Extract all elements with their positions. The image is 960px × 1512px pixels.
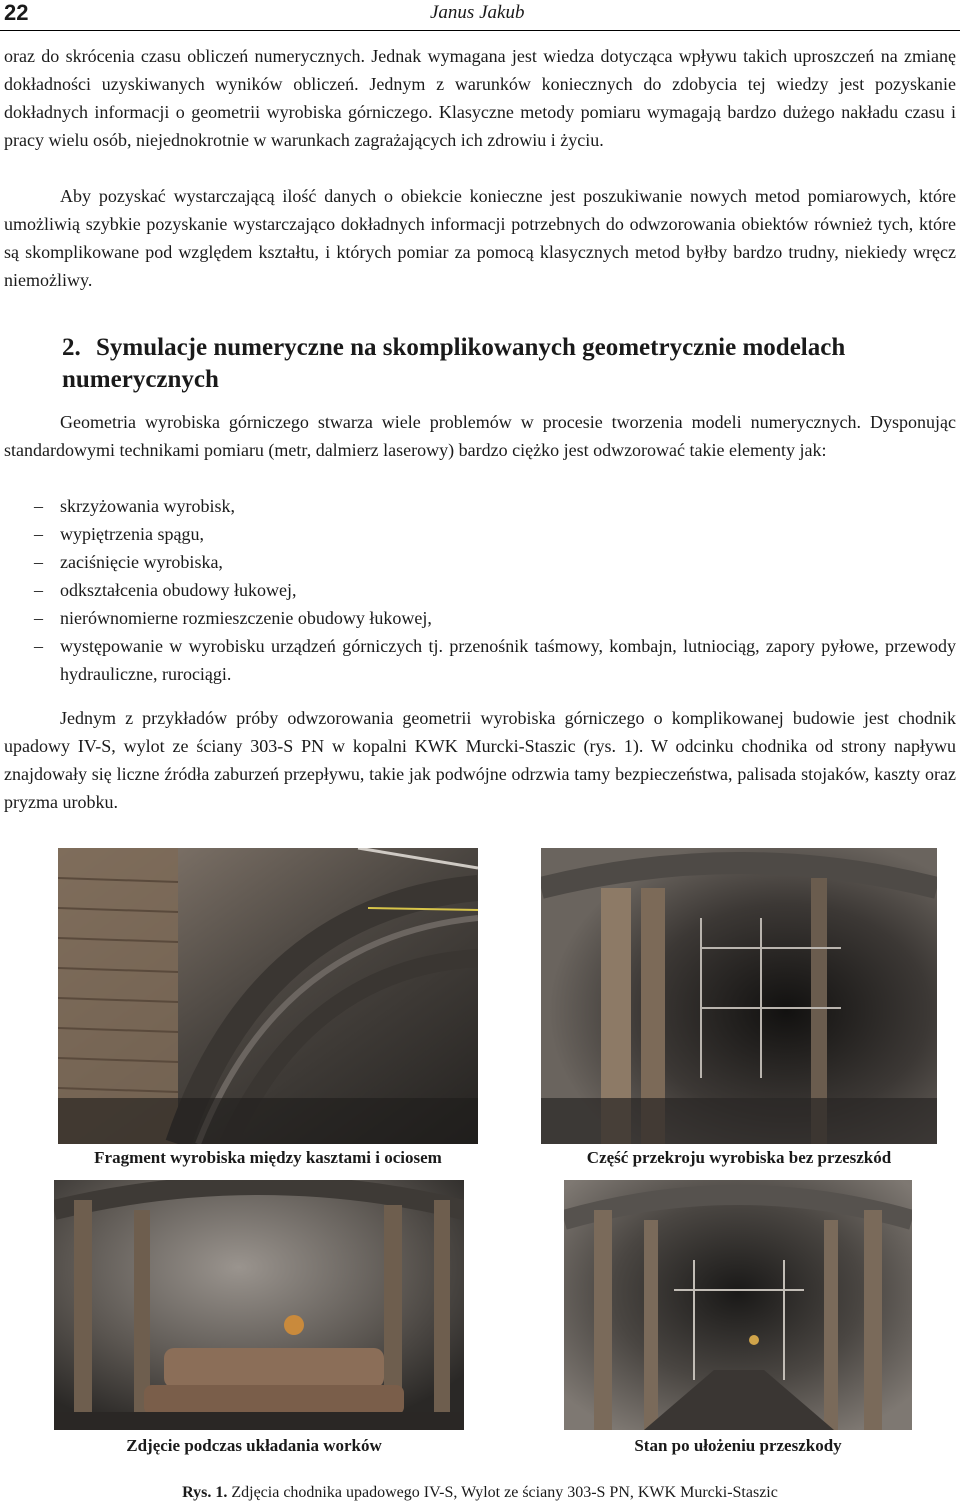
list-dash: – — [34, 496, 43, 516]
photo-clear-cross-section — [541, 848, 937, 1144]
list-item: – nierównomierne rozmieszczenie obudowy łukowej, — [4, 604, 956, 632]
list-dash: – — [34, 608, 43, 628]
photo-caption: Fragment wyrobiska między kasztami i ociosem — [94, 1148, 442, 1167]
list-item: – skrzyżowania wyrobisk, — [4, 492, 956, 520]
photo-caption: Część przekroju wyrobiska bez przeszkód — [586, 1148, 892, 1167]
list-item: – występowanie w wyrobisku urządzeń górniczych tj. przenośnik taśmowy, kombajn, lutniociąg, zapory pyłowe, przewody hydrauliczne, rurociągi. — [4, 632, 956, 688]
page-header — [0, 0, 960, 32]
page-number: 22 — [4, 0, 29, 25]
figure-caption — [0, 1484, 960, 1502]
photo-caption: Stan po ułożeniu przeszkody — [634, 1436, 842, 1455]
photo-caption: Zdjęcie podczas układania worków — [126, 1436, 382, 1455]
list-dash: – — [34, 580, 43, 600]
section-heading — [62, 332, 942, 396]
list-dash: – — [34, 552, 43, 572]
header-rule — [0, 30, 960, 31]
paragraph-2: Aby pozyskać wystarczającą ilość danych o obiekcie konieczne jest poszukiwanie nowych metod pomiarowych, które umożliwią szybkie pozyskanie wystarczająco dokładnych informacji potrzebnych do odwzorowania obiektów również tych, które są skomplikowane pod względem kształtu, i których pomiar za pomocą klasycznych metod byłby bardzo trudny, niekiedy wręcz niemożliwy. — [4, 186, 956, 290]
list-item: – zaciśnięcie wyrobiska, — [4, 548, 956, 576]
list-item: – odkształcenia obudowy łukowej, — [4, 576, 956, 604]
section-title: Symulacje numeryczne na skomplikowanych geometrycznie modelach numerycznych — [62, 334, 846, 393]
elements-list — [4, 492, 956, 688]
paragraph-1: oraz do skrócenia czasu obliczeń numerycznych. Jednak wymagana jest wiedza dotycząca wpływu takich uproszczeń na zmianę dokładności uzyskiwanych wyników obliczeń. Jednym z warunków koniecznych do zdobycia tej wiedzy jest pozyskanie dokładnych informacji o geometrii wyrobiska górniczego. Klasyczne metody pomiaru wymagają bardzo dużego nakładu czasu i pracy wielu osób, niejednokrotnie w warunkach zagrażających ich zdrowiu i życiu. — [4, 46, 956, 150]
list-dash: – — [34, 636, 43, 656]
paragraph-4: Jednym z przykładów próby odwzorowania geometrii wyrobiska górniczego o komplikowanej budowie jest chodnik upadowy IV-S, wylot ze ściany 303-S PN w kopalni KWK Murcki-Staszic (rys. 1). W odcinku chodnika od strony napływu znajdowały się liczne źródła zaburzeń przepływu, takie jak podwójne odrzwia tamy bezpieczeństwa, palisada stojaków, kaszty oraz pryzma urobku. — [4, 708, 956, 812]
paragraph-3: Geometria wyrobiska górniczego stwarza wiele problemów w procesie tworzenia modeli numerycznych. Dysponując standardowymi technikami pomiaru (metr, dalmierz laserowy) bardzo ciężko jest odwzorować takie elementy jak: — [4, 412, 956, 460]
photo-after-obstacle — [564, 1180, 912, 1430]
photo-cribs-and-sidewall — [58, 848, 478, 1144]
running-head: Janus Jakub — [430, 2, 525, 23]
figure-caption-text: Zdjęcia chodnika upadowego IV-S, Wylot ze ściany 303-S PN, KWK Murcki-Staszic — [231, 1484, 778, 1501]
photo-laying-bags — [54, 1180, 464, 1430]
section-number: 2. — [62, 334, 81, 361]
list-item: – wypiętrzenia spągu, — [4, 520, 956, 548]
figure-label: Rys. 1. — [182, 1484, 228, 1501]
list-dash: – — [34, 524, 43, 544]
